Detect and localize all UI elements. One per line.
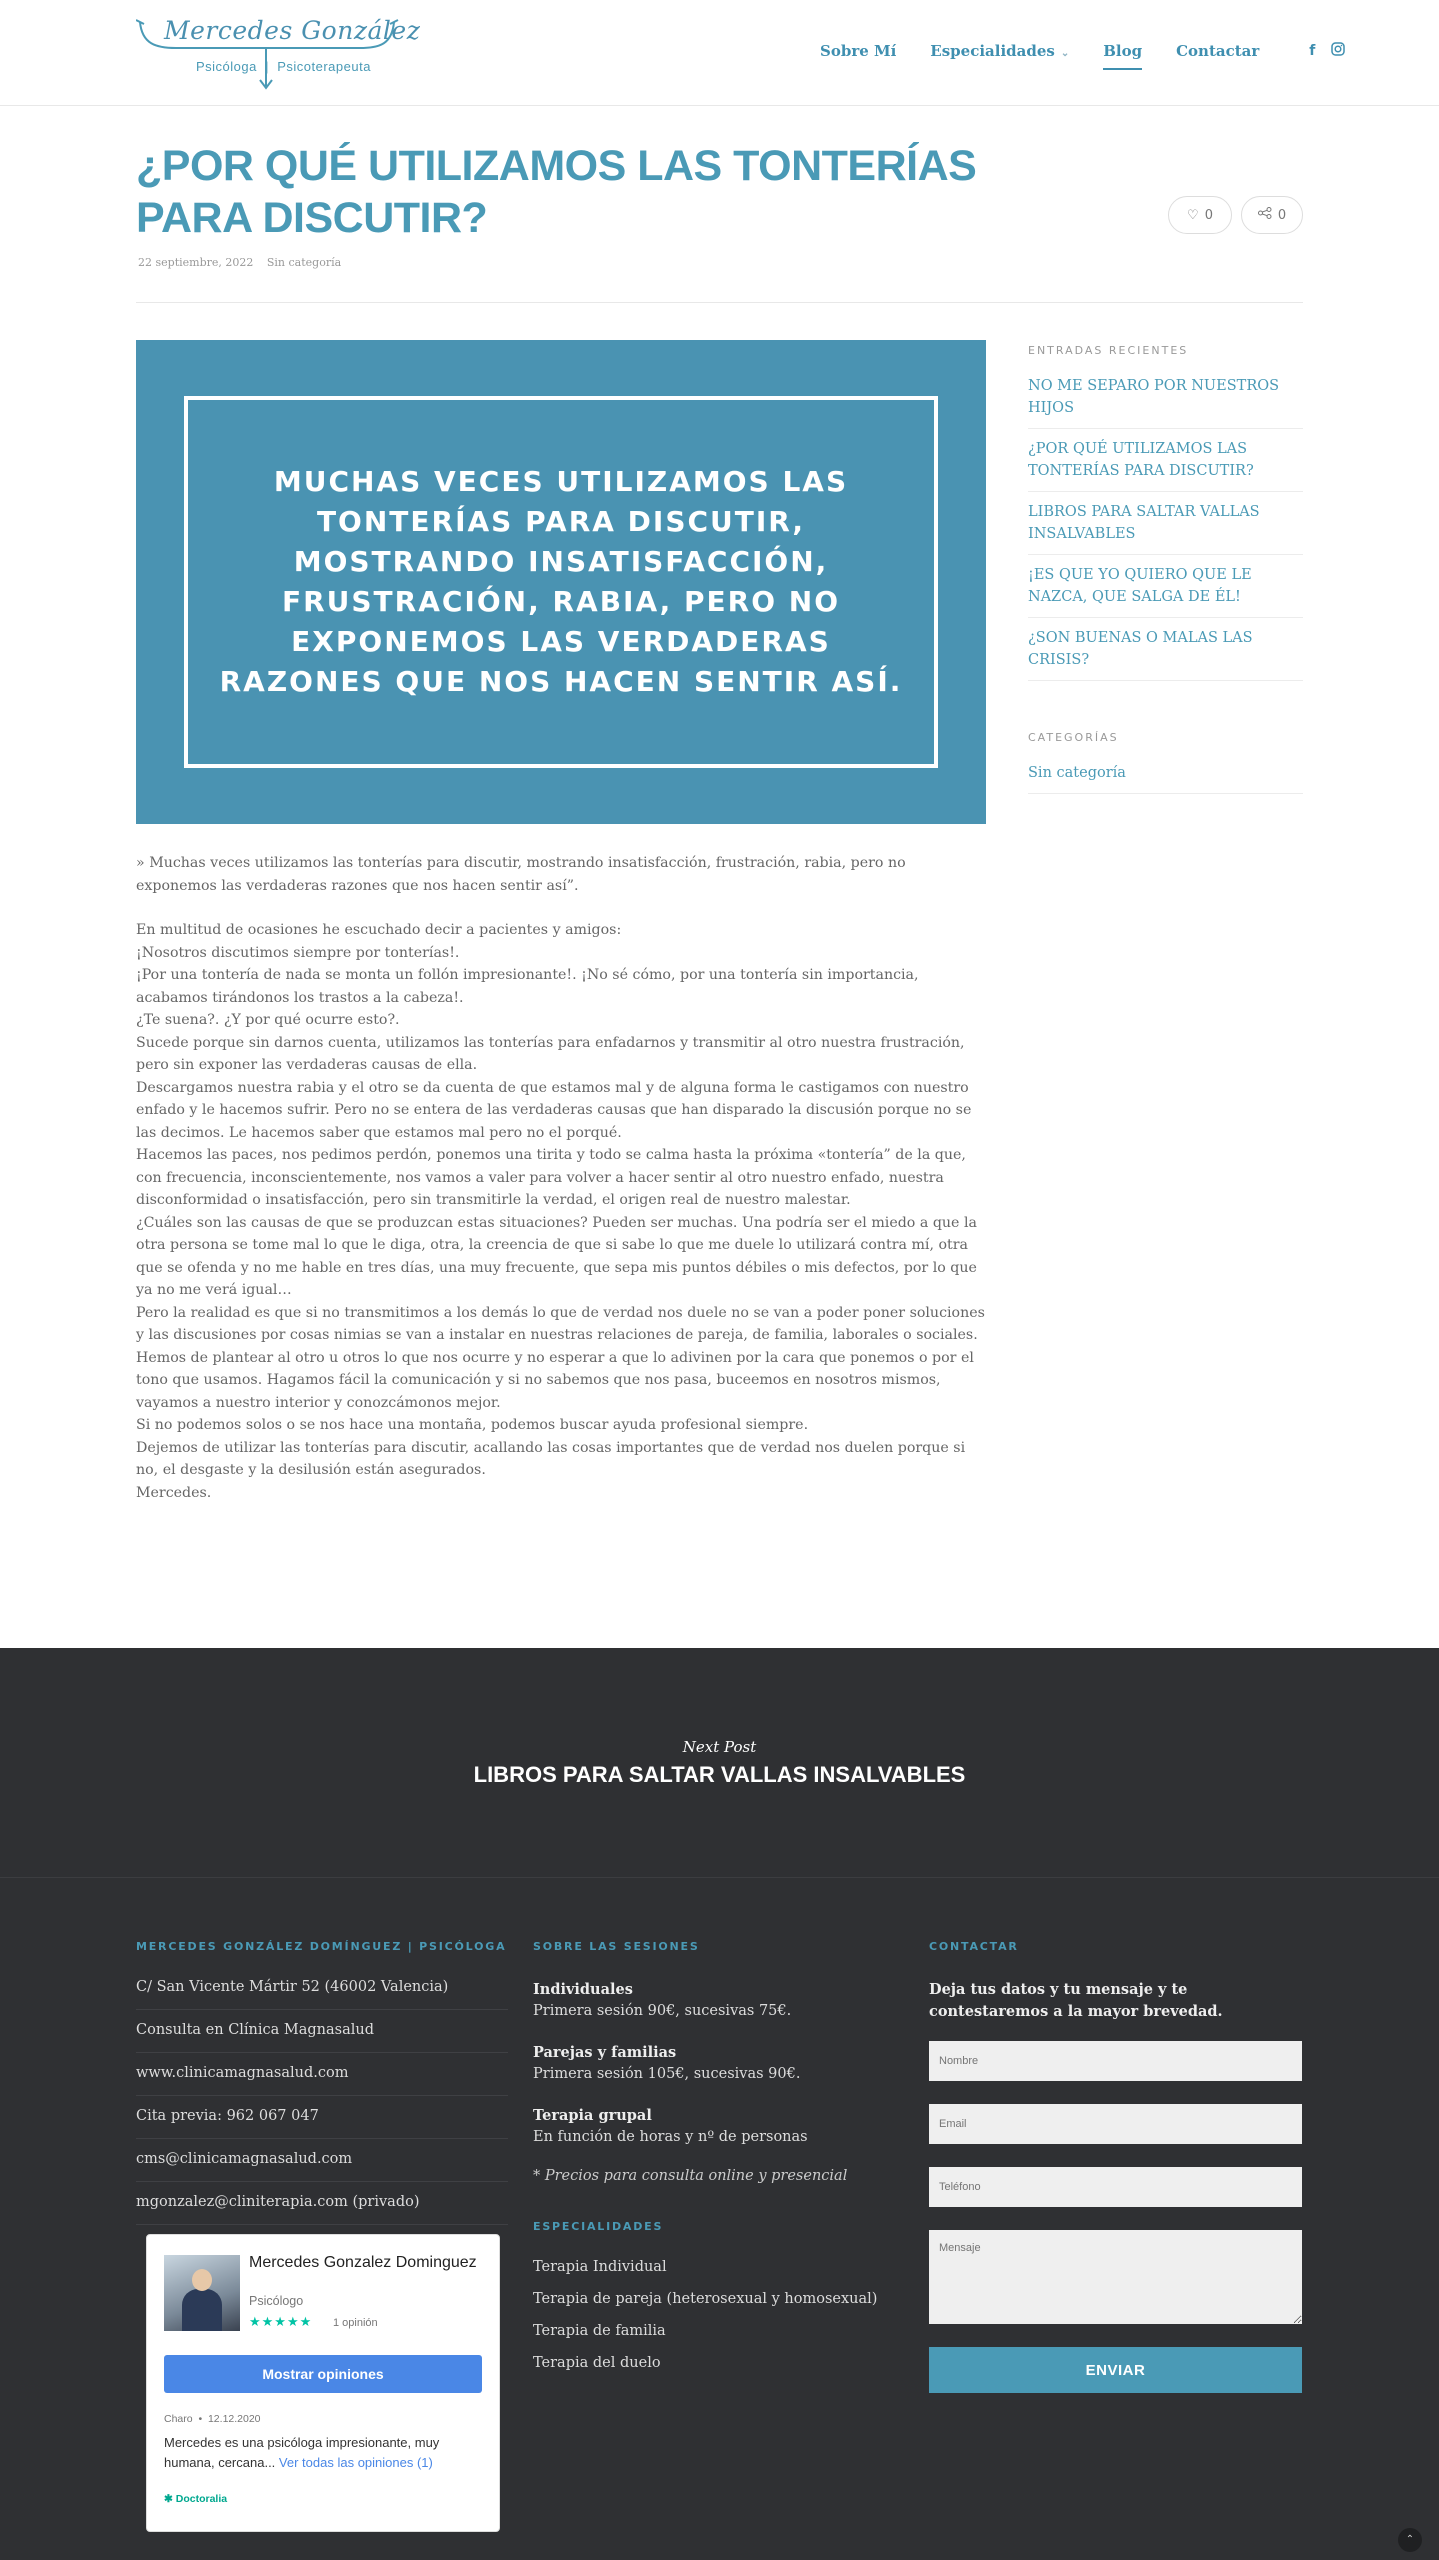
footer-phone[interactable]: Cita previa: 962 067 047 bbox=[136, 2108, 508, 2139]
message-field[interactable] bbox=[929, 2230, 1302, 2324]
footer-website-link[interactable]: www.clinicamagnasalud.com bbox=[136, 2065, 508, 2096]
footer-email-link[interactable]: cms@clinicamagnasalud.com bbox=[136, 2151, 508, 2182]
paragraph: ¡Nosotros discutimos siempre por tonterías!. bbox=[136, 944, 460, 961]
post-date: 22 septiembre, 2022 bbox=[138, 256, 254, 269]
recent-post-link[interactable]: ¡ES QUE YO QUIERO QUE LE NAZCA, QUE SALGA DE ÉL! bbox=[1028, 564, 1303, 618]
like-button[interactable] bbox=[1168, 196, 1232, 234]
next-post-title[interactable]: LIBROS PARA SALTAR VALLAS INSALVABLES bbox=[473, 1762, 966, 1787]
divider bbox=[136, 302, 1303, 303]
widget-doctor-role: Psicólogo bbox=[249, 2294, 304, 2308]
all-reviews-link[interactable]: Ver todas las opiniones (1) bbox=[278, 2455, 433, 2470]
footer-col-sessions bbox=[533, 1940, 905, 2387]
doctoralia-widget bbox=[146, 2234, 500, 2532]
categories-list bbox=[1028, 762, 1303, 794]
widget-opinion-count[interactable]: 1 opinión bbox=[333, 2317, 378, 2329]
logo-subtitle: Psicóloga | Psicoterapeuta bbox=[196, 59, 371, 74]
share-button[interactable] bbox=[1241, 196, 1303, 234]
site-header bbox=[0, 0, 1439, 106]
featured-image bbox=[136, 340, 986, 824]
email-field[interactable] bbox=[929, 2104, 1302, 2144]
footer-col-info bbox=[136, 1940, 508, 2237]
session-couples: Parejas y familias Primera sesión 105€, sucesivas 90€. bbox=[533, 2044, 801, 2082]
paragraph: Hemos de plantear al otro u otros lo que nos ocurre y no esperar a que lo adivinen por la cara que ponemos o por el tono que usamos. Hagamos fácil la comunicación y si no sabemos que nos pasa, buceemos en nosotros mismos, vayamos a nuestro interior y conozcámonos mejor. bbox=[136, 1349, 974, 1411]
paragraph: Dejemos de utilizar las tonterías para discutir, acallando las cosas importantes que de verdad nos duelen porque si no, el desgaste y la desilusión están asegurados. bbox=[136, 1439, 966, 1478]
scroll-to-top-button[interactable] bbox=[1398, 2528, 1422, 2552]
avatar bbox=[164, 2255, 240, 2331]
show-reviews-button[interactable]: Mostrar opiniones bbox=[164, 2355, 482, 2393]
heart-icon: ♡ bbox=[1187, 207, 1199, 223]
next-post-label: Next Post bbox=[682, 1738, 757, 1756]
nav-item-especialidades[interactable]: Especialidades ⌄ bbox=[930, 42, 1070, 60]
paragraph: ¡Por una tontería de nada se monta un follón impresionante!. ¡No sé cómo, por una tontería sin importancia, acabamos tirándonos los trastos a la cabeza!. bbox=[136, 967, 919, 1006]
paragraph: En multitud de ocasiones he escuchado decir a pacientes y amigos: bbox=[136, 922, 622, 938]
share-count: 0 bbox=[1277, 207, 1287, 223]
phone-field[interactable] bbox=[929, 2167, 1302, 2207]
sidebar bbox=[1028, 344, 1303, 803]
instagram-icon[interactable] bbox=[1331, 42, 1345, 60]
post-meta bbox=[138, 256, 351, 269]
chevron-up-icon: ⌃ bbox=[1405, 2534, 1415, 2545]
review-text: Mercedes es una psicóloga impresionante, muy humana, cercana... Ver todas las opiniones (1) bbox=[164, 2435, 440, 2470]
nav-item-contactar[interactable]: Contactar bbox=[1176, 42, 1260, 60]
recent-post-link[interactable]: LIBROS PARA SALTAR VALLAS INSALVABLES bbox=[1028, 501, 1303, 555]
star-rating-icon: ★★★★★ bbox=[249, 2315, 313, 2330]
logo-name: Mercedes González bbox=[164, 16, 421, 45]
featured-image-frame bbox=[184, 396, 938, 768]
footer-address: C/ San Vicente Mártir 52 (46002 Valencia) bbox=[136, 1979, 508, 2010]
sessions-note: * Precios para consulta online y presencial bbox=[533, 2168, 848, 2184]
footer-col-contact bbox=[929, 1940, 1303, 2393]
footer-sessions-heading: SOBRE LAS SESIONES bbox=[533, 1940, 700, 1953]
footer-contact-heading: CONTACTAR bbox=[929, 1940, 1019, 1953]
footer-clinic: Consulta en Clínica Magnasalud bbox=[136, 2022, 508, 2053]
category-link[interactable]: Sin categoría bbox=[1028, 762, 1303, 794]
post-content bbox=[136, 852, 986, 1504]
recent-posts-list bbox=[1028, 375, 1303, 681]
categories-heading: CATEGORÍAS bbox=[1028, 731, 1119, 744]
specialty-link[interactable]: Terapia del duelo bbox=[533, 2355, 661, 2371]
recent-posts-heading: ENTRADAS RECIENTES bbox=[1028, 344, 1189, 357]
doctoralia-logo[interactable]: ✱ Doctoralia bbox=[164, 2493, 228, 2505]
paragraph: Descargamos nuestra rabia y el otro se da cuenta de que estamos mal y de alguna forma le castigamos con nuestro enfado y le hacemos sufrir. Pero no se entera de las verdaderas causas que han disparado la discusión porque no se las decimos. Le hacemos saber que estamos mal pero no el porqué. bbox=[136, 1079, 972, 1141]
widget-doctor-name[interactable]: Mercedes Gonzalez Dominguez bbox=[249, 2254, 477, 2271]
recent-post-link[interactable]: ¿SON BUENAS O MALAS LAS CRISIS? bbox=[1028, 627, 1303, 681]
session-individual: Individuales Primera sesión 90€, sucesivas 75€. bbox=[533, 1981, 792, 2019]
submit-button[interactable]: ENVIAR bbox=[929, 2347, 1302, 2393]
recent-post-link[interactable]: NO ME SEPARO POR NUESTROS HIJOS bbox=[1028, 375, 1303, 429]
paragraph: Hacemos las paces, nos pedimos perdón, ponemos una tirita y todo se calma hasta la próxima «tontería” de la que, con frecuencia, inconscientemente, nos vamos a valer para volver a hacer sentir al otro nuestro enfado, nuestra disconformidad o insatisfacción, pero sin transmitirle la verdad, el origen real de nuestro malestar. bbox=[136, 1147, 966, 1208]
share-icon bbox=[1258, 207, 1272, 223]
nav-item-blog[interactable]: Blog bbox=[1103, 42, 1143, 60]
name-field[interactable] bbox=[929, 2041, 1302, 2081]
paragraph: Si no podemos solos o se nos hace una montaña, podemos buscar ayuda profesional siempre. bbox=[136, 1417, 809, 1433]
chevron-down-icon: ⌄ bbox=[1060, 48, 1070, 59]
paragraph: Pero la realidad es que si no transmitimos a los demás lo que de verdad nos duele no se van a poder poner soluciones y las discusiones por cosas nimias se van a instalar en nuestras relaciones de pareja, de familia, laborales o sociales. bbox=[136, 1304, 985, 1343]
specialty-link[interactable]: Terapia Individual bbox=[533, 2259, 667, 2275]
footer-info-heading: MERCEDES GONZÁLEZ DOMÍNGUEZ | PSICÓLOGA bbox=[136, 1940, 507, 1953]
specialty-link[interactable]: Terapia de familia bbox=[533, 2323, 666, 2339]
paragraph: ¿Cuáles son las causas de que se produzcan estas situaciones? Pueden ser muchas. Una podría ser el miedo a que la otra persona se tome mal lo que le diga, otra, la creencia de que si sabe lo que me duele lo utilizará contra mí, otra que se ofenda y no me hable en tres días, una muy frecuente, que sepa mis puntos débiles o mis defectos, por lo que ya no me verá igual… bbox=[136, 1214, 977, 1298]
specialty-link[interactable]: Terapia de pareja (heterosexual y homosexual) bbox=[533, 2291, 878, 2307]
main-nav bbox=[820, 42, 1345, 60]
session-group: Terapia grupal En función de horas y nº de personas bbox=[533, 2107, 808, 2145]
featured-image-text: MUCHAS VECES UTILIZAMOS LAS TONTERÍAS PARA DISCUTIR, MOSTRANDO INSATISFACCIÓN, FRUSTRACIÓN, RABIA, PERO NO EXPONEMOS LAS VERDADERAS RAZONES QUE NOS HACEN SENTIR ASÍ. bbox=[219, 465, 903, 698]
facebook-icon[interactable]: f bbox=[1309, 43, 1316, 59]
site-logo[interactable] bbox=[136, 14, 421, 92]
nav-item-sobre-mi[interactable]: Sobre Mí bbox=[820, 42, 897, 60]
post-signature: Mercedes. bbox=[136, 1484, 212, 1501]
footer-specialties-heading: ESPECIALIDADES bbox=[533, 2220, 664, 2233]
review-meta: Charo • 12.12.2020 bbox=[164, 2413, 261, 2425]
post-intro: » Muchas veces utilizamos las tonterías para discutir, mostrando insatisfacción, frustración, rabia, pero no exponemos las verdaderas razones que nos hacen sentir así”. bbox=[136, 855, 906, 894]
paragraph: ¿Te suena?. ¿Y por qué ocurre esto?. bbox=[136, 1012, 400, 1028]
next-post-banner[interactable] bbox=[0, 1648, 1439, 1878]
paragraph: Sucede porque sin darnos cuenta, utilizamos las tonterías para enfadarnos y transmitir al otro nuestra frustración, pero sin exponer las verdaderas causas de ella. bbox=[136, 1034, 965, 1073]
footer-private-email-link[interactable]: mgonzalez@cliniterapia.com (privado) bbox=[136, 2194, 508, 2225]
post-title: ¿POR QUÉ UTILIZAMOS LAS TONTERÍAS PARA DISCUTIR? bbox=[136, 142, 977, 242]
post-category[interactable]: Sin categoría bbox=[266, 256, 342, 269]
recent-post-link[interactable]: ¿POR QUÉ UTILIZAMOS LAS TONTERÍAS PARA DISCUTIR? bbox=[1028, 438, 1303, 492]
like-count: 0 bbox=[1204, 207, 1213, 223]
doctoralia-star-icon: ✱ bbox=[164, 2493, 173, 2505]
contact-intro: Deja tus datos y tu mensaje y te contestaremos a la mayor brevedad. bbox=[929, 1981, 1223, 2020]
